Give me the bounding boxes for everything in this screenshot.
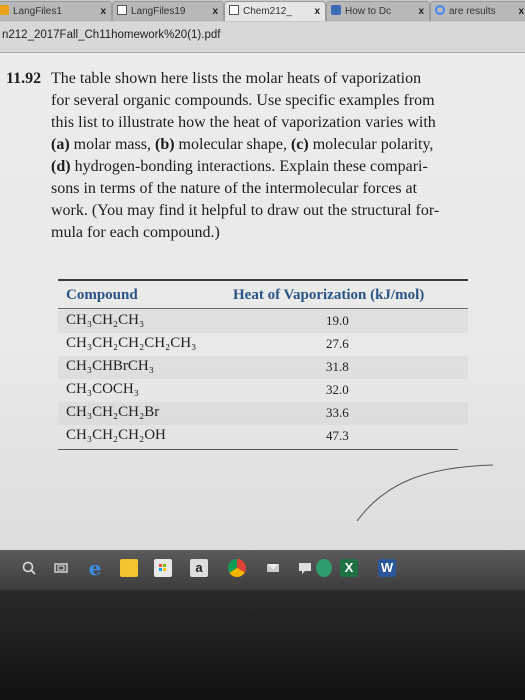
part-c-label: (c) [290, 136, 309, 153]
mail-icon[interactable] [264, 559, 282, 577]
tab-label: Chem212_ [243, 6, 292, 17]
close-icon[interactable]: x [212, 6, 218, 17]
excel-icon[interactable]: X [340, 559, 358, 577]
part-a-label: (a) [51, 136, 70, 153]
pen-mark [355, 463, 495, 523]
compound-cell: CH₃COCH₃ [66, 381, 139, 397]
compound-cell: CH₃CH₂CH₂OH [66, 427, 166, 443]
tab-label: LangFiles19 [131, 6, 186, 17]
problem-line: mula for each compound.) [51, 224, 220, 241]
file-explorer-icon[interactable] [120, 559, 138, 577]
part-d-label: (d) [51, 158, 71, 175]
part-d-text: hydrogen-bonding interactions. Explain these compari- [70, 158, 428, 175]
problem-body [51, 68, 499, 244]
problem-line: sons in terms of the nature of the intermolecular forces at [51, 180, 418, 197]
close-icon[interactable]: x [418, 6, 424, 17]
browser-tab-strip [0, 0, 525, 22]
tab-label: How to Dc [345, 6, 392, 17]
problem-line: for several organic compounds. Use specific examples from [51, 92, 435, 109]
part-a-text: molar mass, [69, 136, 155, 153]
heat-header: Heat of Vaporization (kJ/mol) [233, 287, 425, 303]
table-top-rule [58, 279, 468, 281]
spotify-icon[interactable] [316, 559, 332, 577]
monitor-bezel [0, 590, 525, 700]
table-row [58, 402, 468, 425]
tab-chem212[interactable] [224, 1, 326, 21]
table-bottom-rule [58, 449, 458, 450]
table-row [58, 310, 468, 333]
task-view-icon[interactable] [52, 559, 70, 577]
store-icon[interactable] [154, 559, 172, 577]
table-row [58, 379, 468, 402]
windows-taskbar [0, 550, 525, 590]
problem-line: The table shown here lists the molar heats of vaporization [51, 70, 422, 87]
document-icon [117, 5, 127, 15]
compound-cell: CH₃CH₂CH₂Br [66, 404, 160, 420]
close-icon[interactable]: x [518, 6, 524, 17]
compound-header: Compound [66, 287, 138, 303]
problem-line [51, 156, 499, 178]
amazon-icon[interactable]: a [190, 559, 208, 577]
close-icon[interactable]: x [314, 6, 320, 17]
pdf-title-bar [0, 22, 525, 53]
part-b-label: (b) [154, 136, 175, 153]
pdf-file-name: n212_2017Fall_Ch11homework%20(1).pdf [2, 29, 221, 41]
table-row [58, 425, 468, 448]
problem-line: work. (You may find it helpful to draw out the structural for- [51, 202, 440, 219]
file-icon [0, 5, 9, 15]
media-icon[interactable] [296, 559, 314, 577]
tab-how-to[interactable] [326, 1, 430, 21]
document-icon [229, 5, 239, 15]
value-cell: 19.0 [326, 313, 349, 328]
edge-icon[interactable]: e [88, 556, 102, 580]
site-icon [331, 5, 341, 15]
problem-number: 11.92 [6, 70, 42, 87]
table-row [58, 333, 468, 356]
tab-langfiles-1[interactable] [0, 1, 112, 21]
value-cell: 27.6 [326, 336, 349, 351]
value-cell: 47.3 [326, 428, 349, 443]
table-row [58, 356, 468, 379]
part-b-text: molecular shape, [174, 136, 291, 153]
compound-cell: CH₃CH₂CH₂CH₂CH₃ [66, 335, 197, 351]
search-icon[interactable] [20, 559, 38, 577]
tab-google-results[interactable] [430, 1, 525, 21]
problem-line [51, 134, 499, 156]
tab-label: LangFiles1 [13, 6, 62, 17]
compound-cell: CH₃CH₂CH₃ [66, 312, 145, 328]
compound-cell: CH₃CHBrCH₃ [66, 358, 154, 374]
value-cell: 31.8 [326, 359, 349, 374]
table-header [58, 284, 468, 309]
google-icon [435, 5, 445, 15]
word-icon[interactable]: W [378, 559, 396, 577]
tab-langfiles-19[interactable] [112, 1, 224, 21]
close-icon[interactable]: x [100, 6, 106, 17]
value-cell: 33.6 [326, 405, 349, 420]
problem-line: this list to illustrate how the heat of vaporization varies with [51, 114, 436, 131]
value-cell: 32.0 [326, 382, 349, 397]
chrome-icon[interactable] [228, 559, 246, 577]
tab-label: are results [449, 6, 496, 17]
part-c-text: molecular polarity, [308, 136, 434, 153]
pdf-page [0, 53, 525, 550]
table-body [58, 310, 468, 448]
